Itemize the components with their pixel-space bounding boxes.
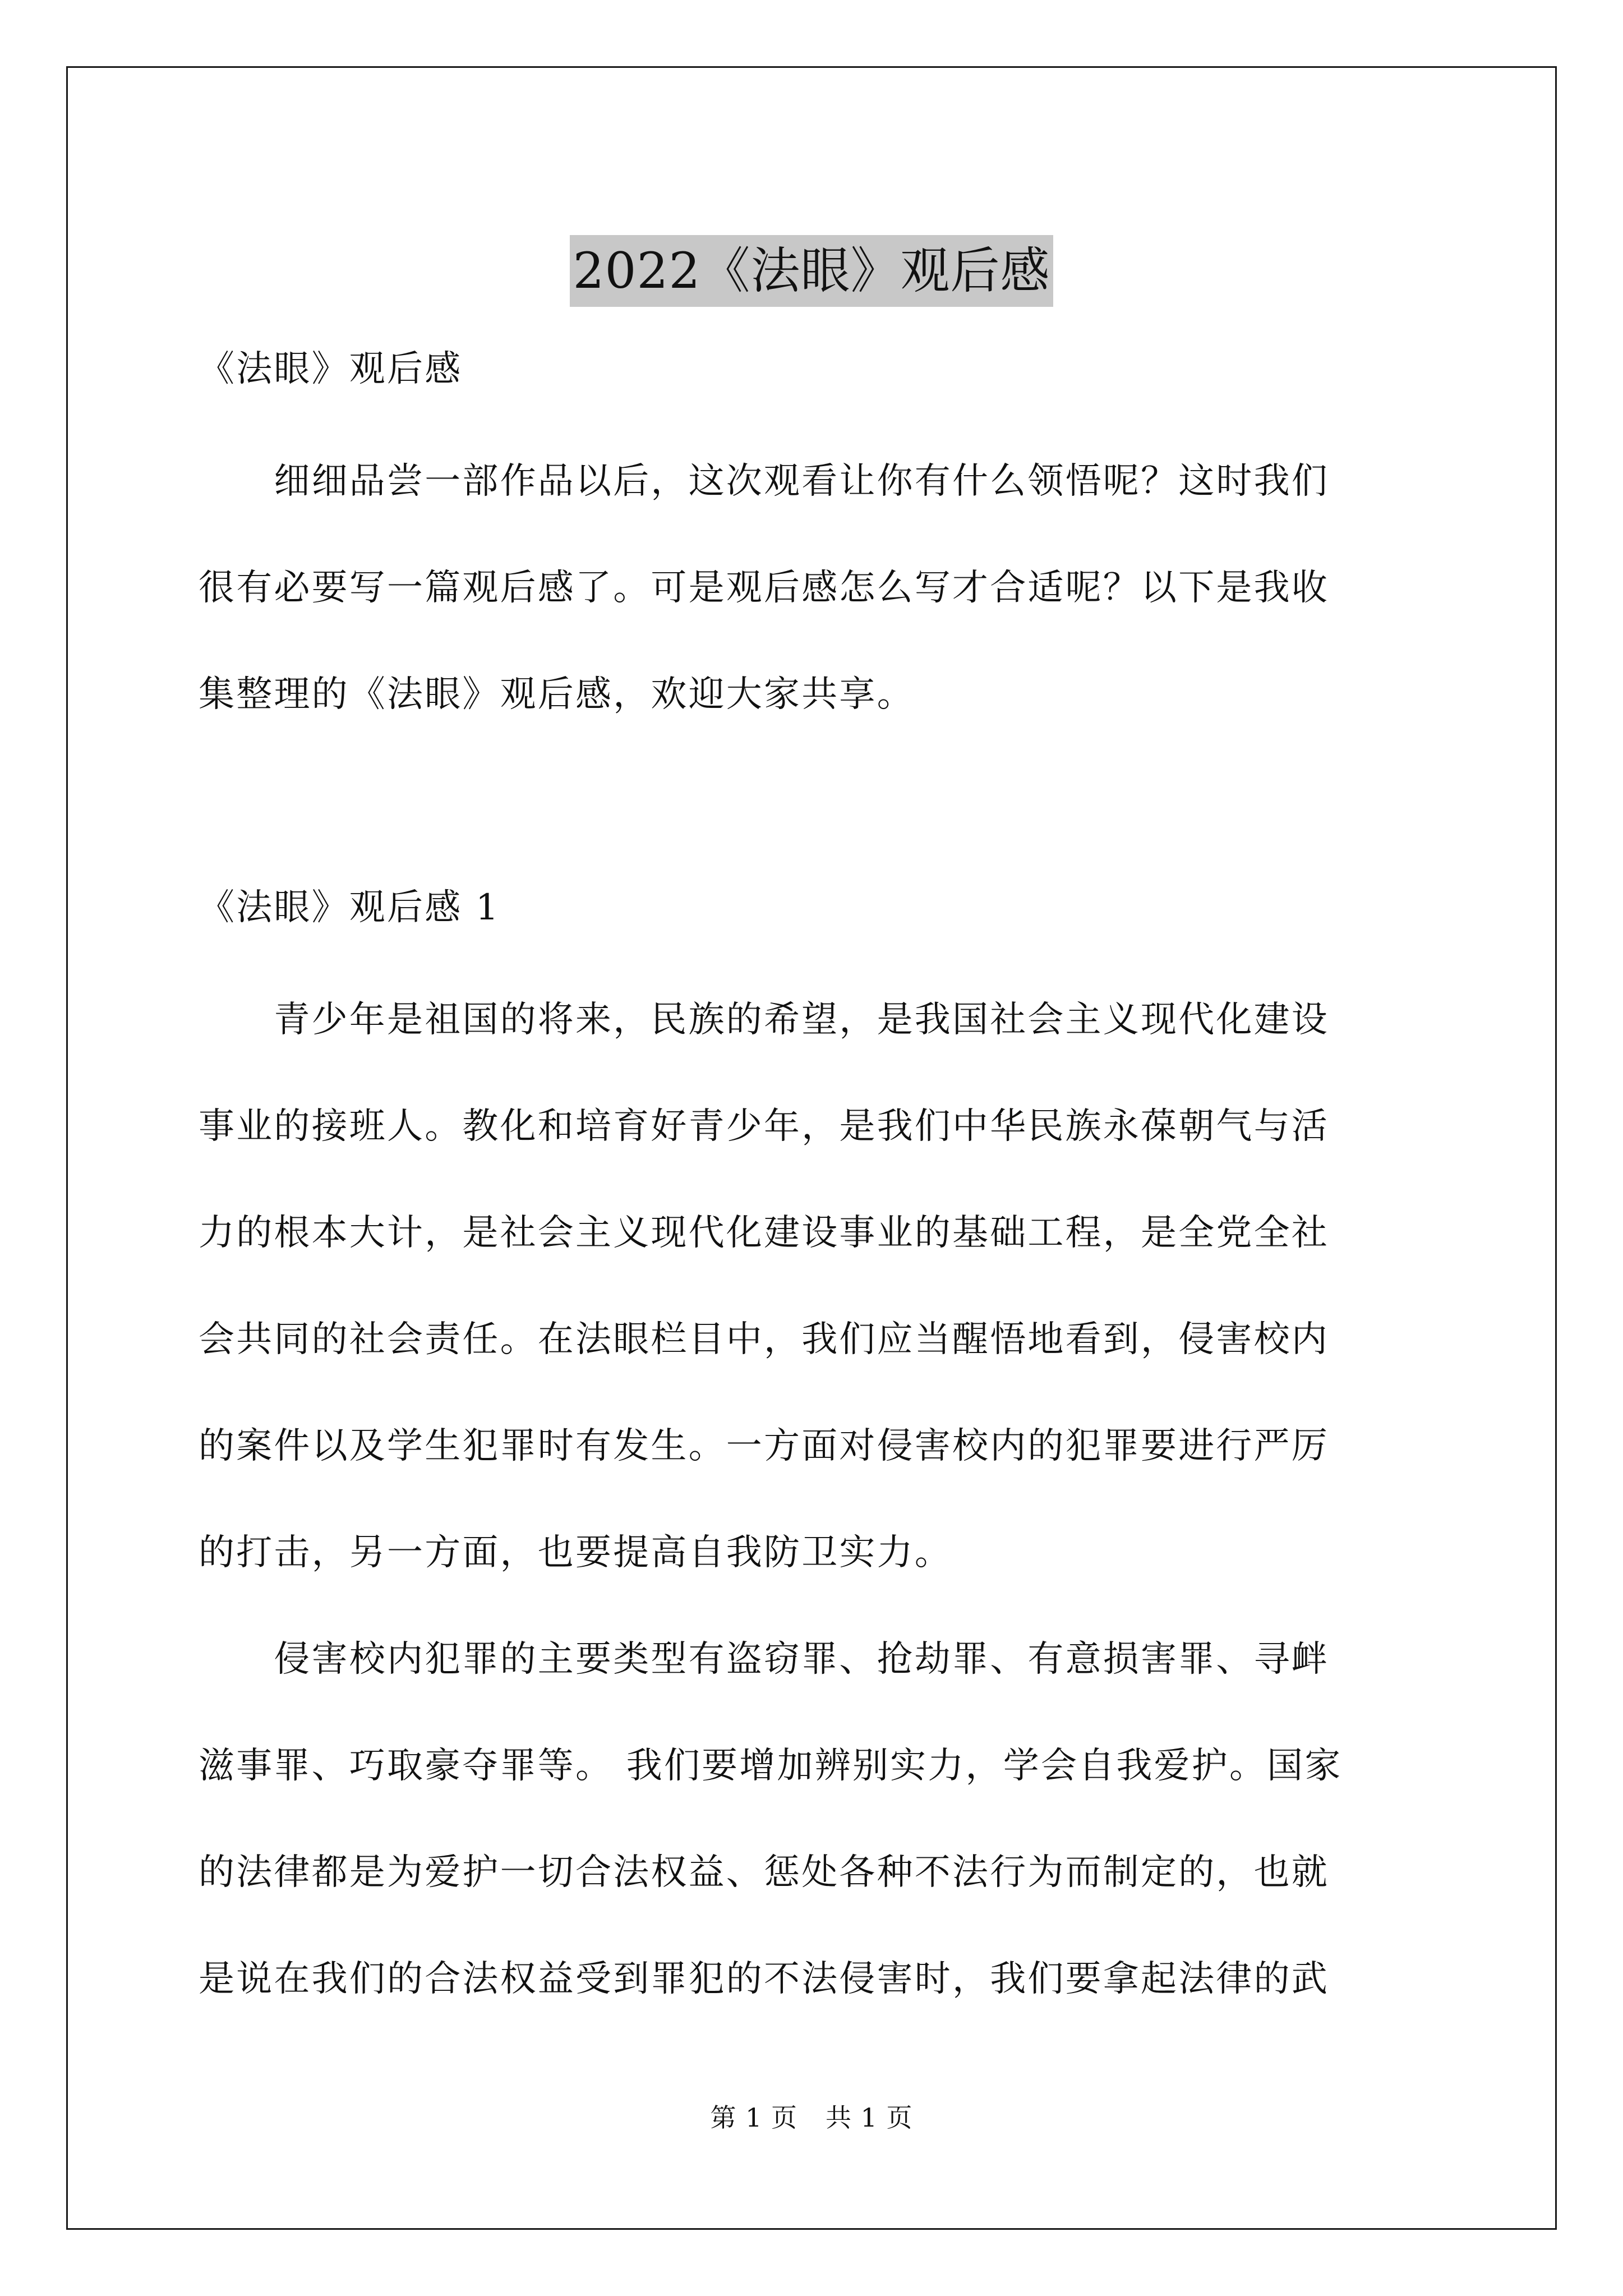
subheading-line: 《法眼》观后感: [199, 348, 463, 390]
paragraph-line: 事业的接班人。教化和培育好青少年，是我们中华民族永葆朝气与活: [199, 1106, 1329, 1147]
paragraph-line: 的案件以及学生犯罪时有发生。一方面对侵害校内的犯罪要进行严厉: [199, 1425, 1329, 1467]
title-block: [0, 202, 1623, 340]
section-heading-line: 《法眼》观后感 1: [199, 887, 500, 928]
paragraph-line: 的打击，另一方面，也要提高自我防卫实力。: [199, 1532, 952, 1573]
paragraph-line: 青少年是祖国的将来，民族的希望，是我国社会主义现代化建设: [199, 999, 1329, 1041]
page-total: 共 1 页: [826, 2102, 913, 2133]
page-footer: [0, 2101, 1623, 2134]
paragraph-line: 的法律都是为爱护一切合法权益、惩处各种不法行为而制定的，也就: [199, 1852, 1329, 1893]
document-title: 2022《法眼》观后感: [570, 235, 1054, 307]
paragraph-line: 很有必要写一篇观后感了。可是观后感怎么写才合适呢？以下是我收: [199, 567, 1329, 609]
paragraph-line: 侵害校内犯罪的主要类型有盗窃罪、抢劫罪、有意损害罪、寻衅: [199, 1639, 1329, 1680]
paragraph-line: 滋事罪、巧取豪夺罪等。 我们要增加辨别实力，学会自我爱护。国家: [199, 1745, 1343, 1787]
page-number: 第 1 页: [710, 2102, 797, 2133]
paragraph-line: 集整理的《法眼》观后感，欢迎大家共享。: [199, 674, 915, 715]
paragraph-line: 是说在我们的合法权益受到罪犯的不法侵害时，我们要拿起法律的武: [199, 1958, 1329, 2000]
paragraph-line: 力的根本大计，是社会主义现代化建设事业的基础工程，是全党全社: [199, 1212, 1329, 1254]
paragraph-line: 细细品尝一部作品以后，这次观看让你有什么领悟呢？这时我们: [199, 461, 1329, 502]
paragraph-line: 会共同的社会责任。在法眼栏目中，我们应当醒悟地看到，侵害校内: [199, 1319, 1329, 1360]
